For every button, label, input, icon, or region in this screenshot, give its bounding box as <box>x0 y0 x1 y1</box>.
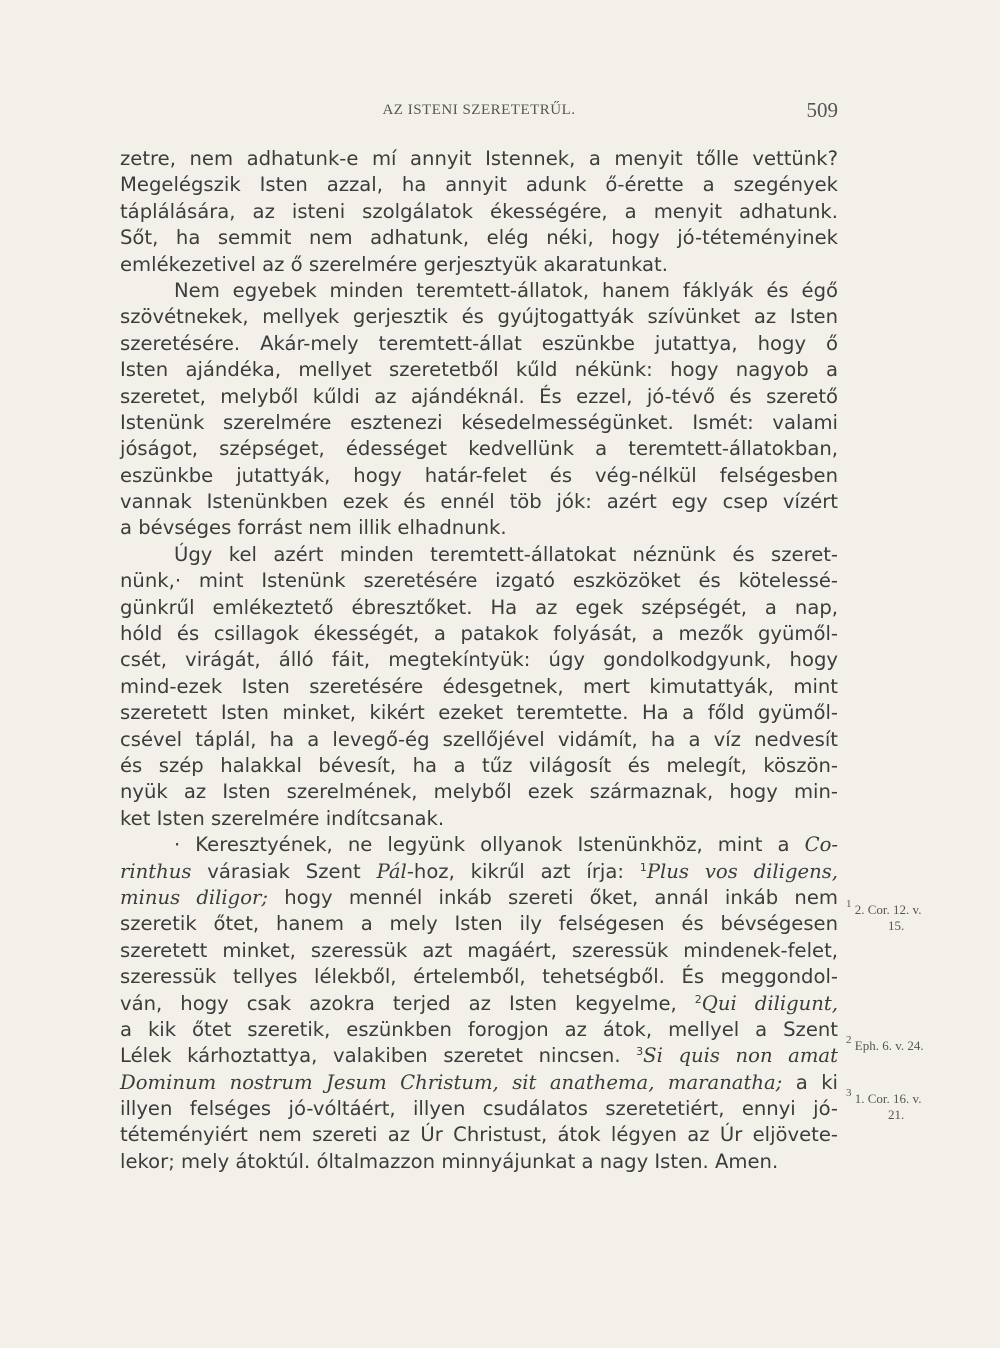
text-line: szeretet, melyből kűldi az ajándéknál. És ezzel, jó-tévő és szerető <box>120 384 838 408</box>
note-text-cont: 15. <box>888 918 905 933</box>
text-line: Nem egyebek minden teremtett-állatok, hanem fáklyák és égő <box>174 278 838 302</box>
text-line <box>120 832 838 858</box>
text-fragment: -hoz, kikrűl azt írja: <box>406 859 624 883</box>
text-line: Úgy kel azért minden teremtett-állatokat néznünk és szeret- <box>174 542 838 566</box>
text-fragment: · Keresztyének, ne legyünk ollyanok Istenünkhöz, mint a <box>174 833 790 857</box>
text-line: szeretésére. Akár-mely teremtett-állat eszünkbe jutattya, hogy ő <box>120 331 838 355</box>
text-line: nyük az Isten szerelmének, melyből ezek származnak, hogy min- <box>120 780 838 804</box>
margin-note <box>846 1087 922 1123</box>
text-line: eszünkbe jutattyák, hogy határ-felet és vég-nélkül felségesben <box>120 463 838 487</box>
italic-text: rinthus <box>120 859 192 883</box>
text-line: a kik őtet szeretik, eszünkben forogjon az átok, mellyel a Szent <box>120 1017 838 1041</box>
text-line: szeretik őtet, hanem a mely Isten ily felségesen és bévségesen <box>120 912 838 936</box>
note-text-cont: 21. <box>888 1107 905 1122</box>
italic-text: Dominum nostrum Jesum Christum, sit anathema, maranatha; <box>120 1070 783 1094</box>
text-line: Isten ajándéka, mellyet szeretetből kűld nékünk: hogy nagyob a <box>120 358 838 382</box>
italic-text: Si quis non amat <box>643 1044 838 1068</box>
note-text: 2. Cor. 12. v. <box>854 902 922 917</box>
text-line: vannak Istenünkben ezek és ennél töb jók: azért egy csep vízért <box>120 490 838 514</box>
italic-text: Plus vos diligens, <box>646 859 838 883</box>
page-number: 509 <box>806 98 838 122</box>
note-text: Eph. 6. v. 24. <box>854 1038 924 1053</box>
text-line: jóságot, szépséget, édességet kedvellünk a teremtett-állatokban, <box>120 437 838 461</box>
text-line: Sőt, ha semmit nem adhatunk, elég néki, hogy jó-téteményinek <box>120 226 838 250</box>
text-line: lekor; mely átoktúl. óltalmazzon minnyájunkat a nagy Isten. Amen. <box>120 1149 779 1173</box>
text-line <box>120 991 838 1017</box>
text-line: és szép halakkal bévesít, ha a tűz világosít és melegít, köszön- <box>120 753 838 777</box>
footnote-mark: 2 <box>694 992 702 1006</box>
note-mark: 1 <box>846 898 852 910</box>
text-line <box>120 1043 838 1069</box>
text-line: nünk,· mint Istenünk szeretésére izgató eszközöket és kötelessé- <box>120 569 838 593</box>
text-line: téteményiért nem szereti az Úr Christust, átok légyen az Úr eljövete- <box>120 1123 838 1147</box>
text-line: szövétnekek, mellyek gerjesztik és gyújtogattyák szívünket az Isten <box>120 305 838 329</box>
text-line <box>120 885 838 911</box>
text-line <box>120 1070 838 1096</box>
text-line: táplálására, az isteni szolgálatok ékességére, a menyit adhatunk. <box>120 199 838 223</box>
margin-note <box>846 1034 924 1054</box>
running-header <box>120 98 838 128</box>
text-fragment: Lélek kárhoztattya, valakiben szeretet nincsen. <box>120 1044 621 1068</box>
footnote-mark: 3 <box>636 1045 644 1059</box>
text-line: csét, virágát, álló fáit, megtekíntyük: úgy gondolkodgyunk, hogy <box>120 648 838 672</box>
body-text <box>120 146 838 1175</box>
text-line: ket Isten szerelmére indítcsanak. <box>120 806 445 830</box>
text-line: a bévséges forrást nem illik elhadnunk. <box>120 516 507 540</box>
text-line: szeretett Isten minket, kikért ezeket teremtette. Ha a főld gyümől- <box>120 701 838 725</box>
italic-text: Pál <box>376 859 407 883</box>
note-mark: 3 <box>846 1087 852 1099</box>
text-line: Megelégszik Isten azzal, ha annyit adunk ő-érette a szegények <box>120 173 838 197</box>
running-title: AZ ISTENI SZERETETRŰL. <box>382 102 576 118</box>
text-line: emlékezetivel az ő szerelmére gerjesztyük akaratunkat. <box>120 252 668 276</box>
text-line: Istenünk szerelmére esztenezi késedelmességünket. Ismét: valami <box>120 410 838 434</box>
text-fragment: hogy mennél inkáb szereti őket, annál inkáb nem <box>284 885 838 909</box>
text-fragment: várasiak Szent <box>207 859 361 883</box>
note-mark: 2 <box>846 1034 852 1046</box>
note-text: 1. Cor. 16. v. <box>854 1091 922 1106</box>
margin-note <box>846 898 922 934</box>
text-line <box>120 859 838 885</box>
italic-text: Qui diligunt, <box>701 991 839 1015</box>
text-line: szeretett minket, szeressük azt magáért, szeressük mindenek-felet, <box>120 938 838 962</box>
text-line: csével táplál, ha a levegő-ég szellőjével vidámít, ha a víz nedvesít <box>120 727 838 751</box>
text-line: mind-ezek Isten szeretésére édesgetnek, mert kimutattyák, mint <box>120 674 838 698</box>
text-line: günkrűl emlékeztető ébresztőket. Ha az egek szépségét, a nap, <box>120 595 838 619</box>
text-fragment: ván, hogy csak azokra terjed az Isten kegyelme, <box>120 991 677 1015</box>
text-line: szeressük tellyes lélekből, értelemből, tehetségből. És meggondol- <box>120 965 838 989</box>
italic-text: minus diligor; <box>120 885 268 909</box>
italic-text: Co- <box>804 833 839 857</box>
text-line: hóld és csillagok ékességét, a patakok folyását, a mezők gyümől- <box>120 622 838 646</box>
text-line: zetre, nem adhatunk-e mí annyit Istennek, a menyit tőlle vettünk? <box>120 147 838 170</box>
text-fragment: a ki <box>795 1070 839 1094</box>
text-line: illyen felséges jó-vóltáért, illyen csudálatos szeretetiért, ennyi jó- <box>120 1097 838 1121</box>
footnote-mark: 1 <box>639 860 647 874</box>
